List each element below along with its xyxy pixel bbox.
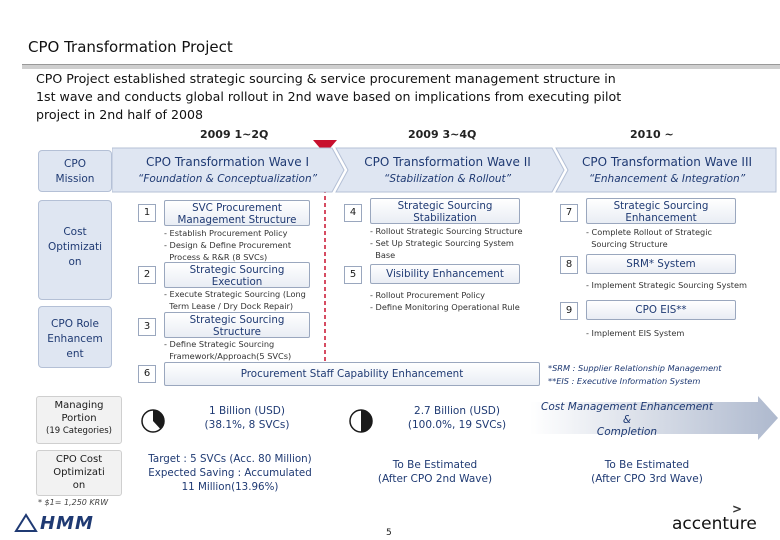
item-8-number: 8: [560, 256, 578, 274]
item-6-box: Procurement Staff Capability Enhancement: [164, 362, 540, 386]
srm-note: *SRM : Supplier Relationship Management: [548, 363, 722, 373]
page-title: CPO Transformation Project: [28, 38, 233, 56]
item-8-detail: - Implement Strategic Sourcing System: [586, 280, 747, 290]
period-1: 2009 1~2Q: [200, 128, 269, 141]
period-2: 2009 3~4Q: [408, 128, 477, 141]
wave-2-cost: To Be Estimated (After CPO 2nd Wave): [377, 459, 493, 485]
accenture-chevron-icon: >: [732, 502, 743, 516]
wave-2-pie-slice: [361, 410, 372, 432]
item-7-box: Strategic Sourcing Enhancement: [586, 198, 736, 224]
wave-2-subtitle: “Stabilization & Rollout”: [383, 173, 512, 185]
wave-3-cost: To Be Estimated (After CPO 3rd Wave): [591, 459, 703, 485]
cpo-role-label: CPO Role Enhancem ent: [38, 306, 112, 368]
item-3-box: Strategic Sourcing Structure: [164, 312, 310, 338]
page-number: 5: [386, 528, 392, 538]
managing-portion-label: [36, 396, 122, 444]
wave-1-subtitle: “Foundation & Conceptualization”: [137, 173, 318, 185]
cpo-mission-label: CPO Mission: [38, 150, 112, 192]
item-5-number: 5: [344, 266, 362, 284]
hmm-mark-icon: [14, 513, 38, 535]
item-2-number: 2: [138, 266, 156, 284]
cost-optimization-label: Cost Optimizati on: [38, 200, 112, 300]
item-9-box: CPO EIS**: [586, 300, 736, 320]
hmm-logo: [10, 510, 120, 536]
wave-3-title: CPO Transformation Wave III: [581, 155, 753, 169]
item-7-number: 7: [560, 204, 578, 222]
wave-3-header: [562, 150, 772, 192]
subtitle-line-3: project in 2nd half of 2008: [36, 107, 204, 122]
cost-optimization-row-label: CPO Cost Optimizati on: [36, 450, 122, 496]
item-1-number: 1: [138, 204, 156, 222]
exchange-rate-note: * $1= 1,250 KRW: [38, 498, 109, 507]
wave-2-header: [345, 150, 550, 192]
wave-1-cost: Target : 5 SVCs (Acc. 80 Million) Expected Saving : Accumulated 11 Million(13.96%): [148, 453, 312, 493]
wave-1-header: [120, 150, 335, 192]
wave-3-managing: Cost Management Enhancement & Completion: [541, 401, 713, 438]
item-5-box: Visibility Enhancement: [370, 264, 520, 284]
item-5-detail: - Rollout Procurement Policy - Define Monitoring Operational Rule: [370, 290, 520, 312]
item-4-detail: - Rollout Strategic Sourcing Structure - Set Up Strategic Sourcing System Base: [370, 226, 523, 260]
item-3-detail: - Define Strategic Sourcing Framework/Approach(5 SVCs): [164, 339, 292, 361]
hmm-logo-text: HMM: [40, 513, 94, 534]
item-4-box: Strategic Sourcing Stabilization: [370, 198, 520, 224]
page-subtitle: [36, 70, 756, 124]
item-9-number: 9: [560, 302, 578, 320]
managing-portion-sub: (19 Categories): [46, 426, 112, 436]
accenture-logo-text: accenture: [672, 514, 757, 534]
eis-note: **EIS : Executive Information System: [548, 376, 701, 386]
subtitle-line-2: 1st wave and conducts global rollout in 2nd wave based on implications from executing pilot: [36, 89, 622, 104]
item-2-box: Strategic Sourcing Execution: [164, 262, 310, 288]
title-divider: [22, 64, 780, 69]
item-7-detail: - Complete Rollout of Strategic Sourcing Structure: [586, 227, 713, 249]
wave-2-managing: 2.7 Billion (USD) (100.0%, 19 SVCs): [407, 405, 507, 431]
wave-2-pie-icon: [346, 406, 376, 436]
item-1-box: SVC Procurement Management Structure: [164, 200, 310, 226]
subtitle-line-1: CPO Project established strategic sourcing & service procurement management structure in: [36, 71, 616, 86]
accenture-logo: [672, 502, 778, 538]
wave-2-title: CPO Transformation Wave II: [364, 155, 531, 169]
item-4-number: 4: [344, 204, 362, 222]
period-3: 2010 ~: [630, 128, 674, 141]
item-6-number: 6: [138, 365, 156, 383]
wave-1-managing: 1 Billion (USD) (38.1%, 8 SVCs): [204, 405, 290, 431]
item-2-detail: - Execute Strategic Sourcing (Long Term Lease / Dry Dock Repair): [164, 289, 306, 311]
item-3-number: 3: [138, 318, 156, 336]
wave-1-pie-icon: [138, 406, 168, 436]
item-8-box: SRM* System: [586, 254, 736, 274]
item-1-detail: - Establish Procurement Policy - Design & Define Procurement Process & R&R (8 SVCs): [164, 228, 292, 262]
wave-3-subtitle: “Enhancement & Integration”: [588, 173, 746, 185]
item-9-detail: - Implement EIS System: [586, 328, 685, 338]
managing-portion-title: Managing Portion: [54, 400, 104, 424]
wave-1-title: CPO Transformation Wave I: [145, 155, 309, 169]
